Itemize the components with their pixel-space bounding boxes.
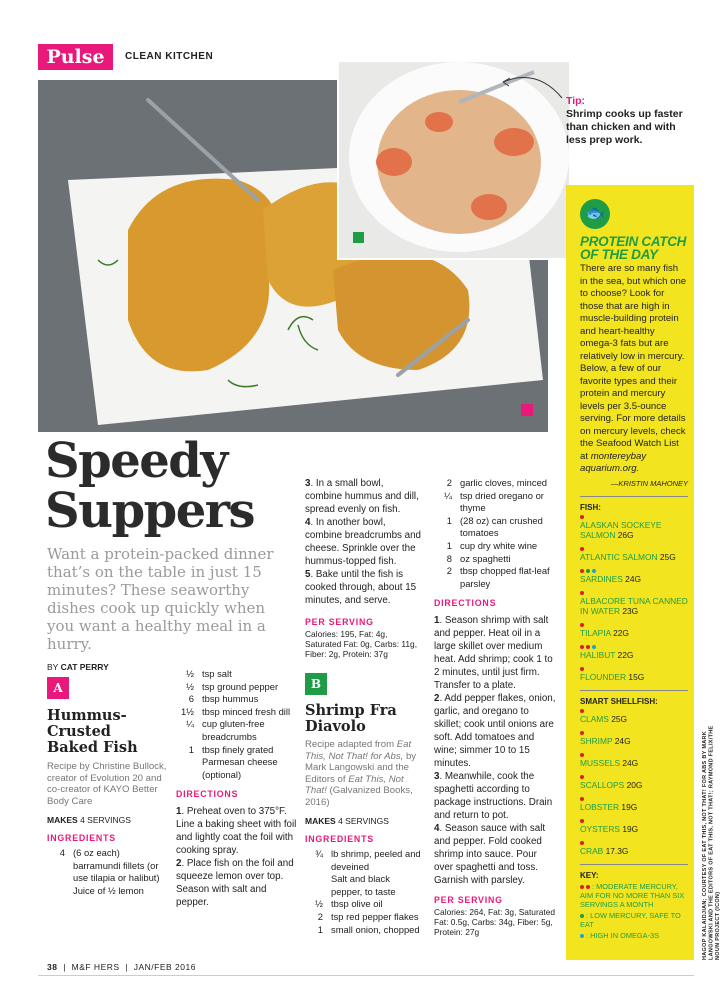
- fish-item: LOBSTER 19G: [580, 796, 688, 812]
- fish-item: SCALLOPS 20G: [580, 774, 688, 790]
- recipe-b-directions-label: DIRECTIONS: [434, 598, 497, 609]
- ingredient-item: 2 garlic cloves, minced: [446, 477, 548, 488]
- divider: [580, 496, 688, 497]
- recipe-a-per-serving-label: PER SERVING: [305, 617, 374, 627]
- ingredient-item: 6 tbsp hummus: [188, 693, 259, 705]
- tip-arrow-icon: [497, 70, 567, 100]
- direction-step: 1. Season shrimp with salt and pepper. Heat oil in a large skillet over medium heat. Add shrimp; cook 1 to 2 minutes, until just firm. Transfer to a plate.: [434, 615, 553, 692]
- sidebar-title: PROTEIN CATCH OF THE DAY: [580, 234, 687, 262]
- ingredient-item: 1 tbsp finely grated Parmesan cheese (optional): [188, 743, 278, 780]
- ingredient-item: ½ tbsp olive oil: [315, 898, 383, 910]
- direction-step: 1. Preheat oven to 375°F. Line a baking sheet with foil and lightly coat the foil with cooking spray.: [176, 806, 297, 857]
- recipe-a-directions-label: DIRECTIONS: [176, 789, 239, 800]
- subsection-label: CLEAN KITCHEN: [125, 51, 214, 62]
- divider: [580, 690, 688, 691]
- ingredient-item: ½ tsp ground pepper: [186, 680, 279, 692]
- page-number: 38: [47, 962, 58, 972]
- fish-item: FLOUNDER 15G: [580, 666, 688, 682]
- direction-step: 3. Meanwhile, cook the spaghetti according to package instructions. Drain and return to pot.: [434, 771, 553, 822]
- direction-step: 3. In a small bowl, combine hummus and dill, spread evenly on fish.: [305, 478, 419, 515]
- magazine-name: M&F HERS: [71, 962, 120, 972]
- ingredient-item: 8 oz spaghetti: [446, 552, 511, 564]
- recipe-a-ingredients: [47, 847, 167, 897]
- key-dot-icon: [586, 885, 590, 889]
- key-item: : HIGH IN OMEGA-3S: [580, 931, 688, 940]
- ingredient-item: 1 small onion, chopped: [317, 923, 420, 935]
- ingredient-item: ¼ cup gluten-free breadcrumbs: [186, 718, 265, 742]
- tip-label: Tip:: [566, 95, 586, 107]
- recipe-b-credit: Recipe adapted from Eat This, Not That! for Abs, by Mark Langowski and the Editors of Eat This, Not That! (Galvanized Books, 2016): [305, 739, 417, 808]
- sidebar-url: montereybay aquarium.org.: [580, 450, 647, 474]
- key-dot-icon: [580, 934, 584, 938]
- direction-step: 5. Bake until the fish is cooked through, about 15 minutes, and serve.: [305, 569, 417, 606]
- issue-date: JAN/FEB 2016: [133, 962, 196, 972]
- photo-credit: HAGOP KALAIDJIAN; COURTESY OF EAT THIS, NOT THAT! FOR ABS BY MARK LANGOWSKI AND THE EDITORS OF EAT THIS, NOT THAT!; RAYMOND FELIX/THE NOUN PROJECT (ICON): [702, 725, 721, 960]
- recipe-a: [47, 677, 167, 897]
- page-title: Speedy Suppers: [45, 433, 255, 539]
- direction-step: 2. Add pepper flakes, onion, garlic, and oregano to skillet; cook until onions are soft. Add tomatoes and wine; simmer 10 to 15 minutes.: [434, 693, 556, 770]
- recipe-a-col2: [176, 668, 298, 909]
- protein-sidebar: [566, 185, 694, 960]
- recipe-b-makes: MAKES 4 SERVINGS: [305, 816, 389, 826]
- ingredient-item: ½ tsp salt: [186, 668, 232, 679]
- section-label: Pulse: [38, 44, 113, 70]
- recipe-b-nutrition: Calories: 264, Fat: 3g, Saturated Fat: 0.5g, Carbs: 34g, Fiber: 5g, Protein: 27g: [434, 907, 556, 938]
- byline: BY CAT PERRY: [47, 662, 109, 672]
- fish-item: MUSSELS 24G: [580, 752, 688, 768]
- divider: [580, 864, 688, 865]
- recipe-a-credit: Recipe by Christine Bullock, creator of Evolution 20 and co-creator of KAYO Better Body Care: [47, 761, 167, 807]
- fish-list: [580, 514, 688, 682]
- fish-label: FISH:: [580, 502, 601, 512]
- direction-step: 4. In another bowl, combine breadcrumbs and cheese. Sprinkle over the hummus-topped fish.: [305, 517, 421, 567]
- fish-item: ALASKAN SOCKEYE SALMON 26G: [580, 514, 688, 540]
- sidebar-author: —KRISTIN MAHONEY: [610, 478, 688, 488]
- recipe-letter-a: A: [47, 677, 69, 699]
- recipe-b-title: Shrimp Fra Diavolo: [305, 702, 397, 735]
- recipe-a-ingredients-cont: [176, 668, 298, 781]
- ingredient-item: 4 (6 oz each) barramundi fillets (or use tilapia or halibut): [59, 847, 160, 884]
- tip-text: Shrimp cooks up faster than chicken and with less prep work.: [566, 108, 683, 146]
- direction-step: 4. Season sauce with salt and pepper. Fold cooked shrimp into sauce. Pour over spaghetti and toss. Garnish with parsley.: [434, 823, 546, 887]
- key-dot-icon: [580, 885, 584, 889]
- recipe-b-ingredients-cont: [434, 477, 556, 590]
- recipe-a-ingredients-label: INGREDIENTS: [47, 833, 116, 843]
- recipe-b-ingredients-label: INGREDIENTS: [305, 834, 374, 844]
- recipe-a-makes: MAKES 4 SERVINGS: [47, 815, 131, 825]
- fish-item: TILAPIA 22G: [580, 622, 688, 638]
- fish-icon: 🐟: [580, 199, 610, 229]
- fish-item: CLAMS 25G: [580, 708, 688, 724]
- fish-item: HALIBUT 22G: [580, 644, 688, 660]
- recipe-a-steps: [176, 805, 298, 909]
- ingredient-item: 1½ tbsp minced fresh dill: [180, 705, 291, 717]
- ingredient-item: ¾ lb shrimp, peeled and deveined: [315, 848, 421, 872]
- recipe-a-title: Hummus-Crusted Baked Fish: [47, 707, 138, 756]
- page-footer: 38 | M&F HERS | JAN/FEB 2016: [47, 962, 196, 972]
- recipe-b-ingredients: [305, 848, 423, 936]
- fish-item: SARDINES 24G: [580, 568, 688, 584]
- key-item: : LOW MERCURY, SAFE TO EAT: [580, 910, 681, 929]
- fish-item: ALBACORE TUNA CANNED IN WATER 23G: [580, 590, 688, 616]
- footer-rule: [38, 975, 694, 976]
- recipe-letter-b: B: [305, 673, 327, 695]
- recipe-b-col2: [434, 477, 556, 937]
- key-list: [580, 882, 688, 940]
- fish-item: OYSTERS 19G: [580, 818, 688, 834]
- fish-item: ATLANTIC SALMON 25G: [580, 546, 688, 562]
- ingredient-item: 1 cup dry white wine: [446, 539, 538, 551]
- key-dot-icon: [580, 914, 584, 918]
- ingredient-item: ¼ tsp dried oregano or thyme: [444, 489, 544, 514]
- direction-step: 2. Place fish on the foil and squeeze lemon over top. Season with salt and pepper.: [176, 858, 294, 909]
- fish-item: SHRIMP 24G: [580, 730, 688, 746]
- ingredient-item: Salt and black pepper, to taste: [331, 873, 396, 897]
- recipe-b-steps: [434, 614, 556, 887]
- dek: Want a protein-packed dinner that’s on the table in just 15 minutes? These seaworthy dishes cook up quickly when you want a healthy meal in a hurry.: [47, 545, 274, 653]
- fish-item: CRAB 17.3G: [580, 840, 688, 856]
- tip-callout: [566, 95, 686, 147]
- ingredient-item: 2 tbsp chopped flat-leaf parsley: [446, 565, 550, 589]
- sidebar-text: There are so many fish in the sea, but which one to choose? Look for those that are high in muscle-building protein and heart-healthy omega-3 fats but are relatively low in mercury. Below, a few of our favorite types and their protein and mercury levels per 3.5-ounce serving. For more details on mercury levels, check the Seafood Watch List at montereybay aquarium.org.: [580, 263, 687, 474]
- shellfish-label: SMART SHELLFISH:: [580, 696, 658, 706]
- ingredient-item: 2 tsp red pepper flakes: [317, 910, 419, 922]
- recipe-a-col3: [305, 477, 423, 936]
- key-item: : MODERATE MERCURY, AIM FOR NO MORE THAN SIX SERVINGS A MONTH: [580, 881, 685, 909]
- recipe-a-nutrition: Calories: 195, Fat: 4g, Saturated Fat: 0g, Carbs: 11g, Fiber: 2g, Protein: 37g: [305, 629, 418, 659]
- recipe-b-per-serving-label: PER SERVING: [434, 895, 503, 906]
- key-label: KEY:: [580, 870, 599, 880]
- shellfish-list: [580, 708, 688, 856]
- ingredient-item: 1 (28 oz) can crushed tomatoes: [446, 514, 543, 539]
- ingredient-item: Juice of ½ lemon: [73, 884, 144, 896]
- recipe-a-steps-cont: [305, 477, 423, 607]
